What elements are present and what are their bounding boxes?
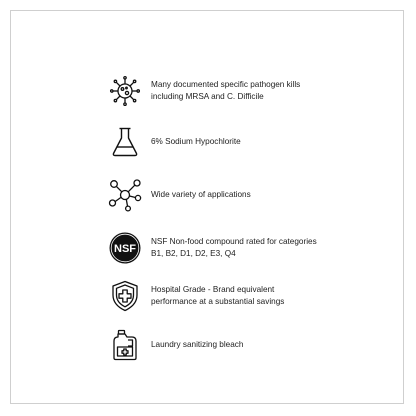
nsf-badge-icon (108, 231, 142, 265)
feature-text (151, 284, 284, 308)
feature-item-network (108, 178, 378, 218)
feature-text (151, 136, 241, 148)
feature-line: B1, B2, D1, D2, E3, Q4 (151, 249, 236, 258)
jug-icon (108, 328, 142, 362)
feature-text (151, 339, 243, 351)
feature-text (151, 79, 300, 103)
feature-line: Laundry sanitizing bleach (151, 340, 244, 349)
feature-text (151, 236, 317, 260)
feature-item-pathogen (108, 74, 378, 114)
flask-icon (108, 125, 142, 159)
pathogen-icon (108, 74, 142, 108)
feature-item-hospital-grade (108, 279, 378, 319)
feature-line: Wide variety of applications (151, 190, 251, 199)
feature-line: including MRSA and C. Difficile (151, 92, 264, 101)
feature-line: performance at a substantial savings (151, 297, 285, 306)
feature-line: Hospital Grade - Brand equivalent (151, 285, 275, 294)
feature-line: 6% Sodium Hypochlorite (151, 137, 241, 146)
network-icon (108, 178, 142, 212)
feature-item-nsf (108, 231, 378, 271)
feature-line: NSF Non-food compound rated for categories (151, 237, 317, 246)
feature-text (151, 189, 251, 201)
feature-line: Many documented specific pathogen kills (151, 80, 301, 89)
nsf-badge-label: NSF (114, 243, 136, 255)
feature-item-laundry (108, 328, 378, 368)
product-features-panel (10, 10, 404, 404)
shield-cross-icon (108, 279, 142, 313)
feature-item-flask (108, 125, 378, 165)
